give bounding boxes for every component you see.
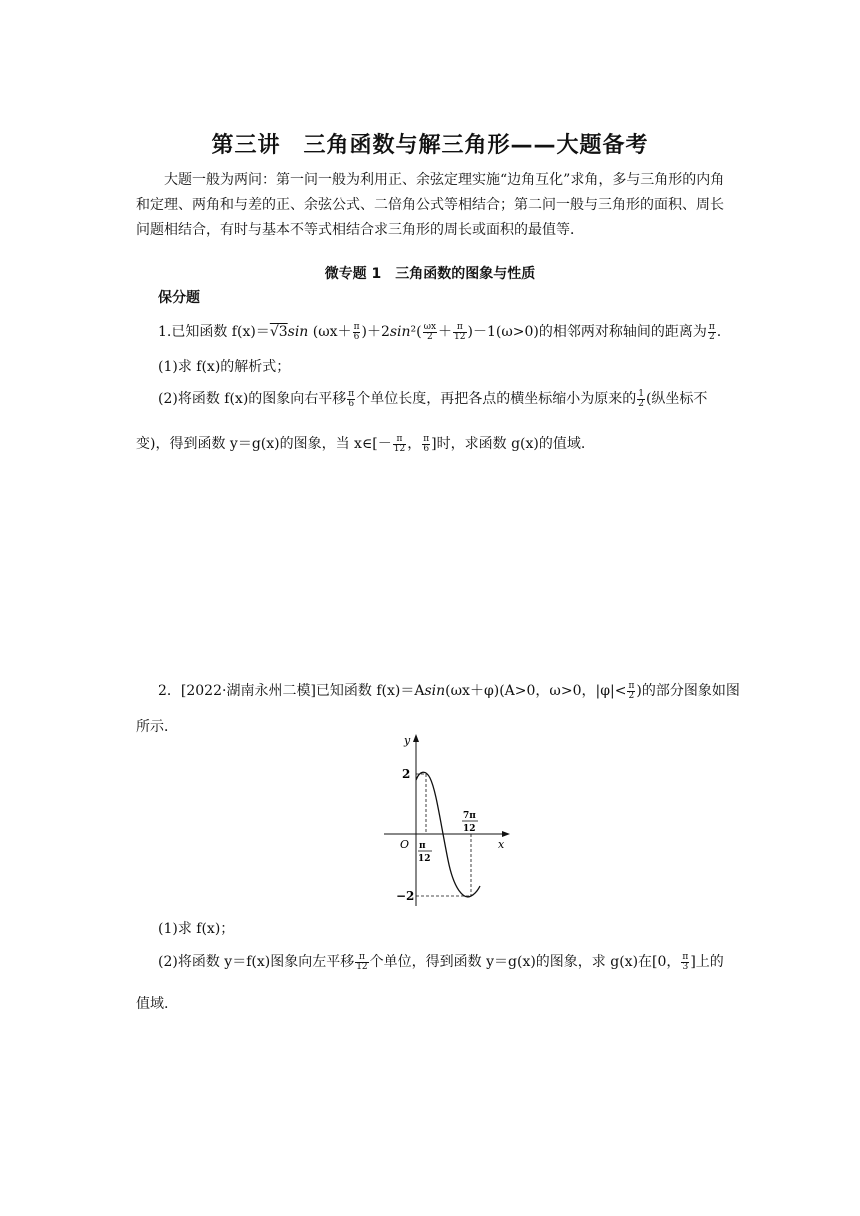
- q1-text: (ωx＋: [308, 324, 352, 340]
- sin-text: sin: [389, 324, 411, 340]
- q1-text: )＋2: [361, 324, 390, 340]
- q1-statement: [158, 321, 721, 342]
- sqrt-symbol: √3: [269, 324, 288, 340]
- q1-text: .: [716, 324, 722, 340]
- y-axis-arrow: [413, 734, 419, 742]
- x-label: x: [498, 838, 505, 851]
- fraction: $\frac{1}{2}$: [638, 388, 644, 409]
- pi12-den: 12: [418, 854, 431, 864]
- fraction: $\frac{\pi}{12}$: [454, 321, 466, 342]
- fraction: $\frac{\pi}{12}$: [356, 951, 368, 972]
- origin-label: O: [400, 838, 410, 851]
- y-min-label: −2: [396, 889, 415, 903]
- fraction: $\frac{\pi}{6}$: [353, 321, 360, 342]
- function-graph: [370, 730, 520, 910]
- q1-part2-line1: (2)将函数 f(x)的图象向右平移 $\frac{\pi}{6}$ 个单位长度，再把各点的横坐标缩小为原来的 $\frac{1}{2}$ (纵坐标不: [158, 388, 708, 409]
- y-max-label: 2: [402, 767, 411, 781]
- sin-text: sin: [424, 683, 446, 699]
- section-subtitle: 微专题 1 三角函数的图象与性质: [324, 266, 536, 282]
- fraction: $\frac{\pi}{12}$: [393, 433, 406, 454]
- 7pi12-den: 12: [463, 824, 476, 834]
- fraction: $\frac{\pi}{2}$: [708, 321, 715, 342]
- fraction: $\frac{\pi}{2}$: [628, 680, 635, 701]
- intro-text: 大题一般为两问：第一问一般为利用正、余弦定理实施“边角互化”求角，多与三角形的内角和定理、两角和与差的正、余弦公式、二倍角公式等相结合；第二问一般与三角形的面积、周长问题相结合，有时与基本不等式相结合求三角形的周长或面积的最值等．: [136, 172, 725, 238]
- pi12-num: π: [419, 841, 426, 851]
- q1-part1: (1)求 f(x)的解析式；: [158, 359, 291, 375]
- sin-text: sin: [287, 324, 309, 340]
- 7pi12-num: 7π: [463, 811, 476, 821]
- q1-part2-line2: 变)，得到函数 y＝g(x)的图象，当 x∈[－ $\frac{\pi}{12}$ ， $\frac{\pi}{6}$ ]时，求函数 g(x)的值域.: [136, 433, 586, 454]
- y-label: y: [404, 734, 411, 747]
- q1-text: ²(: [410, 324, 422, 340]
- q2-part2-line1: (2)将函数 y＝f(x)图象向左平移 $\frac{\pi}{12}$ 个单位，得到函数 y＝g(x)的图象，求 g(x)在[0， $\frac{\pi}{3}$ ]上的: [158, 951, 724, 972]
- q2-statement: 2．[2022·湖南永州二模]已知函数 f(x)＝Asin(ωx＋φ)(A>0，ω>0，|φ|< $\frac{\pi}{2}$ )的部分图象如图: [158, 680, 740, 701]
- q2-part2-line2: 值域.: [136, 996, 169, 1012]
- q1-text: )－1(ω>0)的相邻两对称轴间的距离为: [467, 324, 707, 340]
- intro-paragraph: [136, 168, 736, 243]
- x-axis-arrow: [502, 831, 510, 837]
- fraction: $\frac{\pi}{6}$: [423, 433, 430, 454]
- q1-text: ＋: [438, 324, 453, 340]
- q1-text: 1.已知函数 f(x)＝: [158, 324, 270, 340]
- q2-statement-line2: 所示．: [136, 719, 178, 735]
- section-tag: 保分题: [158, 290, 200, 306]
- q2-part1: (1)求 f(x)；: [158, 921, 235, 937]
- fraction: $\frac{\pi}{3}$: [682, 951, 689, 972]
- fraction: $\frac{\pi}{6}$: [348, 388, 355, 409]
- fraction: $\frac{\omega x}{2}$: [423, 321, 437, 342]
- page-title: 第三讲 三角函数与解三角形——大题备考: [211, 133, 649, 158]
